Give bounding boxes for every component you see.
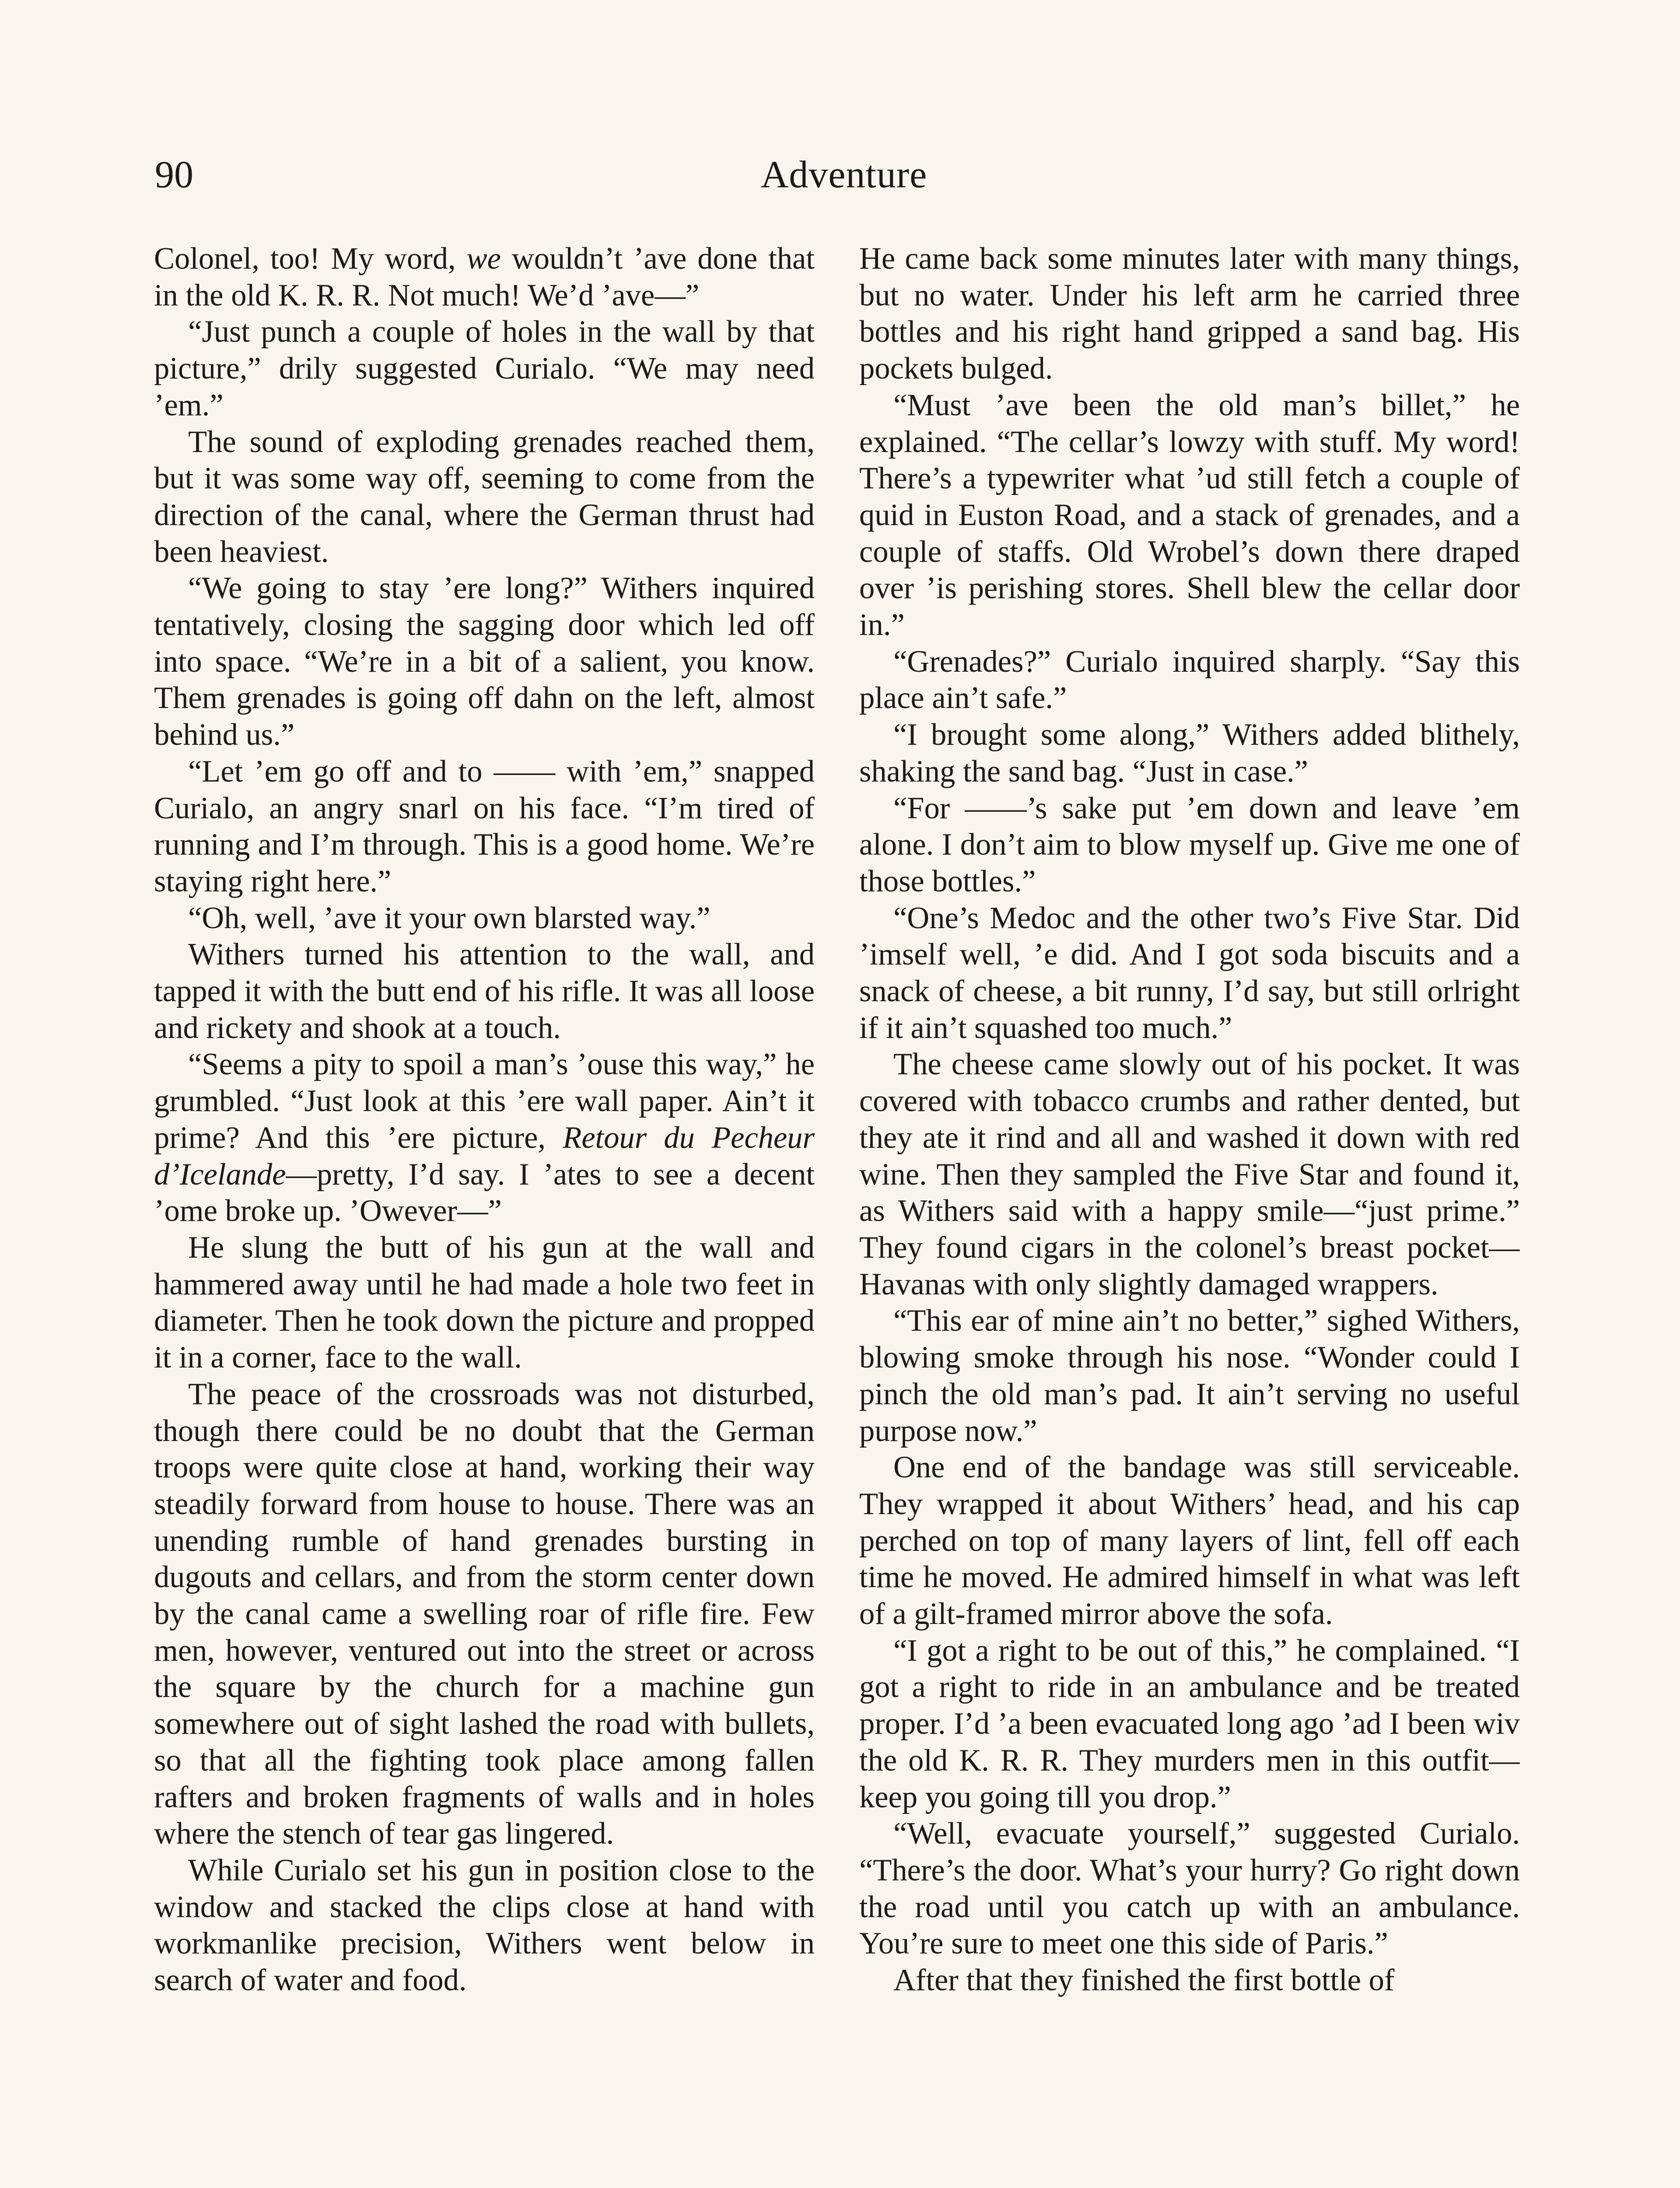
paragraph: “For ——’s sake put ’em down and leave ’em alone. I don’t aim to blow myself up. Give me one of those bottles.”	[859, 791, 1520, 898]
paragraph: The cheese came slowly out of his pocket. It was covered with tobacco crumbs and rather dented, but they ate it rind and all and washed it down with red wine. Then they sampled the Five Star and found it, as Withers said with a happy smile—“just prime.” They found cigars in the colonel’s breast pocket—Havanas with only slightly damaged wrappers.	[859, 1047, 1520, 1301]
paragraph: The sound of exploding grenades reached them, but it was some way off, seeming to come from the direction of the canal, where the German thrust had been heaviest.	[154, 424, 815, 569]
left-column	[154, 241, 815, 2188]
paragraph: After that they finished the first bottle of	[893, 1963, 1395, 1998]
paragraph: He came back some minutes later with many things, but no water. Under his left arm he carried three bottles and his right hand gripped a sand bag. His pockets bulged.	[859, 242, 1520, 386]
paragraph: “Seems a pity to spoil a man’s ’ouse this way,” he grumbled. “Just look at this ’ere wall paper. Ain’t it prime? And this ’ere picture, Retour du Pecheur d’Icelande—pretty, I’d say. I ’ates to see a decent ’ome broke up. ’Owever—”	[154, 1047, 815, 1228]
paragraph: “I got a right to be out of this,” he complained. “I got a right to ride in an ambulance and be treated proper. I’d ’a been evacuated long ago ’ad I been wiv the old K. R. R. They murders men in this outfit—keep you going till you drop.”	[859, 1633, 1520, 1814]
paragraph: One end of the bandage was still serviceable. They wrapped it about Withers’ head, and his cap perched on top of many layers of lint, fell off each time he moved. He admired himself in what was left of a gilt-framed mirror above the sofa.	[859, 1450, 1520, 1631]
paragraph: The peace of the crossroads was not disturbed, though there could be no doubt that the German troops were quite close at hand, working their way steadily forward from house to house. There was an unending rumble of hand grenades bursting in dugouts and cellars, and from the storm center down by the canal came a swelling roar of rifle fire. Few men, however, ventured out into the street or across the square by the church for a machine gun somewhere out of sight lashed the road with bullets, so that all the fighting took place among fallen rafters and broken fragments of walls and in holes where the stench of tear gas lingered.	[154, 1377, 815, 1851]
paragraph: “Just punch a couple of holes in the wall by that picture,” drily suggested Curialo. “We may need ’em.”	[154, 315, 815, 422]
paragraph: “Well, evacuate yourself,” suggested Curialo. “There’s the door. What’s your hurry? Go right down the road until you catch up with an ambulance. You’re sure to meet one this side of Paris.”	[859, 1816, 1520, 1961]
paragraph: “This ear of mine ain’t no better,” sighed Withers, blowing smoke through his nose. “Wonder could I pinch the old man’s pad. It ain’t serving no useful purpose now.”	[859, 1304, 1520, 1448]
paragraph: “One’s Medoc and the other two’s Five Star. Did ’imself well, ’e did. And I got soda biscuits and a snack of cheese, a bit runny, I’d say, but still orlright if it ain’t squashed too much.”	[859, 901, 1520, 1045]
right-column	[859, 241, 1520, 2188]
running-title: Adventure	[760, 154, 928, 196]
paragraph: “Grenades?” Curialo inquired sharply. “Say this place ain’t safe.”	[859, 644, 1520, 715]
paragraph: While Curialo set his gun in position close to the window and stacked the clips close at hand with workmanlike precision, Withers went below in search of water and food.	[154, 1853, 815, 1998]
paragraph: “Let ’em go off and to —— with ’em,” snapped Curialo, an angry snarl on his face. “I’m tired of running and I’m through. This is a good home. We’re staying right here.”	[154, 754, 815, 898]
paragraph: He slung the butt of his gun at the wall and hammered away until he had made a hole two feet in diameter. Then he took down the picture and propped it in a corner, face to the wall.	[154, 1230, 815, 1375]
page-header	[155, 149, 1533, 201]
paragraph: “Must ’ave been the old man’s billet,” he explained. “The cellar’s lowzy with stuff. My word! There’s a typewriter what ’ud still fetch a couple of quid in Euston Road, and a stack of grenades, and a couple of staffs. Old Wrobel’s down there draped over ’is perishing stores. Shell blew the cellar door in.”	[859, 388, 1520, 642]
paragraph: “Oh, well, ’ave it your own blarsted way.”	[188, 901, 710, 935]
paragraph: Withers turned his attention to the wall, and tapped it with the butt end of his rifle. It was all loose and rickety and shook at a touch.	[154, 937, 815, 1045]
paragraph: “I brought some along,” Withers added blithely, shaking the sand bag. “Just in case.”	[859, 718, 1520, 789]
paragraph: “We going to stay ’ere long?” Withers inquired tentatively, closing the sagging door which led off into space. “We’re in a bit of a salient, you know. Them grenades is going off dahn on the left, almost behind us.”	[154, 571, 815, 752]
paragraph: Colonel, too! My word, we wouldn’t ’ave done that in the old K. R. R. Not much! We’d ’ave—”	[154, 242, 815, 312]
page-number: 90	[155, 154, 193, 196]
